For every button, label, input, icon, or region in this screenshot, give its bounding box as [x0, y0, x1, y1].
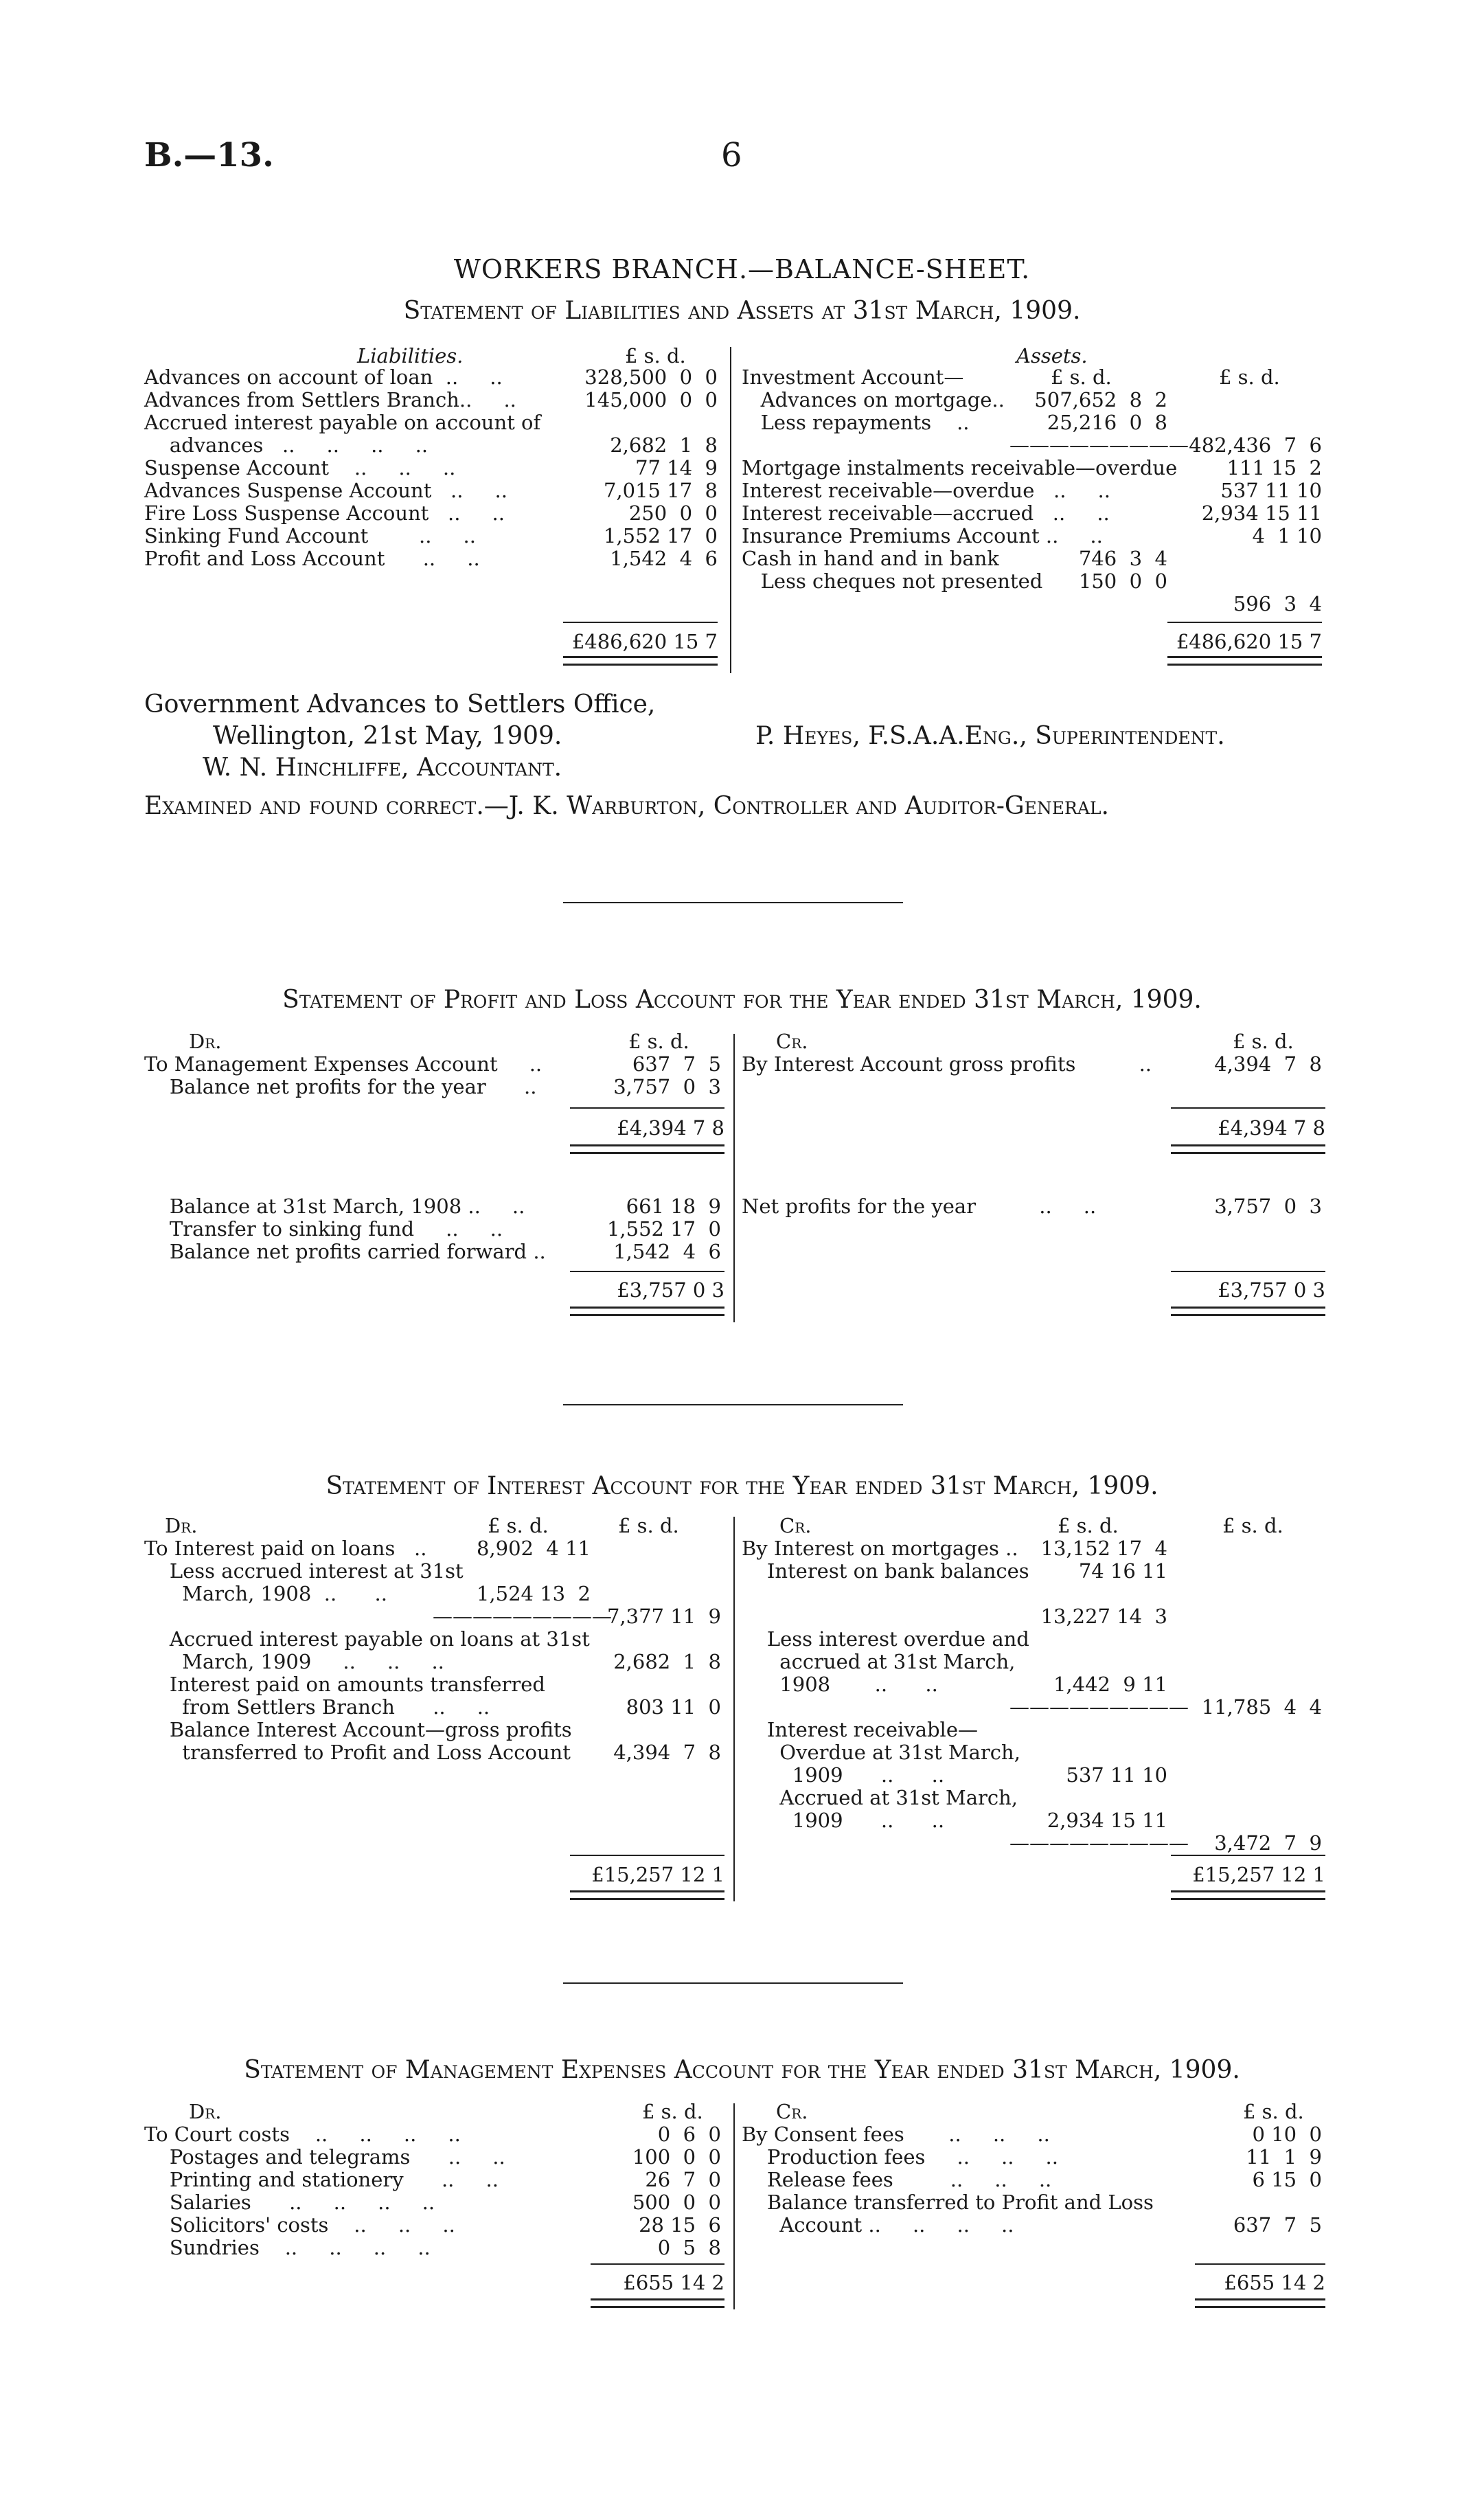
- examined-statement: Examined and found correct.—J. K. Warburton, Controller and Auditor-General.: [144, 792, 1109, 820]
- assets-heading: Assets.: [1016, 344, 1088, 368]
- row-amount: 3,757 0 3: [1214, 1195, 1322, 1218]
- row-amount: 661 18 9: [626, 1195, 721, 1218]
- int-total-dr: £15,257 12 1: [591, 1863, 724, 1886]
- row-subamount: 537 11 10: [1066, 1763, 1167, 1787]
- mgmt-dr-label: Dr.: [189, 2100, 222, 2123]
- int-dr-lsd: £ s. d.: [618, 1514, 679, 1537]
- row-label: Balance net profits for the year ..: [144, 1075, 537, 1098]
- row-subamount: 507,652 8 2: [1034, 388, 1167, 411]
- row-amount: 11,785 4 4: [1201, 1695, 1322, 1719]
- row-label: Balance at 31st March, 1908 .. ..: [144, 1195, 525, 1218]
- ledger-row: [742, 2214, 1325, 2237]
- row-subamount: —————————: [1009, 1831, 1189, 1855]
- row-label: Advances on mortgage..: [742, 388, 1005, 411]
- row-subamount: —————————: [1009, 433, 1189, 457]
- row-subamount: 74 16 11: [1078, 1559, 1167, 1583]
- row-amount: 0 5 8: [657, 2236, 721, 2259]
- row-label: Release fees .. .. ..: [742, 2168, 1052, 2191]
- row-label: Salaries .. .. .. ..: [144, 2191, 435, 2214]
- row-label: Less cheques not presented: [742, 569, 1043, 593]
- row-label: By Consent fees .. .. ..: [742, 2123, 1050, 2146]
- balance-sheet-subtitle: Statement of Liabilities and Assets at 31st March, 1909.: [403, 297, 1081, 325]
- row-label: Overdue at 31st March,: [742, 1741, 1020, 1764]
- document-reference: B.—13.: [144, 136, 274, 174]
- liabilities-heading: Liabilities.: [357, 344, 464, 368]
- int-dr-lsd-sub: £ s. d.: [488, 1514, 549, 1537]
- row-label: Advances from Settlers Branch.. ..: [144, 388, 516, 411]
- row-amount: 1,552 17 0: [603, 524, 718, 547]
- pl-dr-label: Dr.: [189, 1030, 222, 1053]
- row-label: Printing and stationery .. ..: [144, 2168, 499, 2191]
- row-amount: 0 10 0: [1252, 2123, 1322, 2146]
- row-label: accrued at 31st March,: [742, 1650, 1016, 1673]
- row-amount: 2,682 1 8: [610, 433, 718, 457]
- row-label: By Interest on mortgages ..: [742, 1537, 1018, 1560]
- int-total-cr: £15,257 12 1: [1192, 1863, 1325, 1886]
- row-label: March, 1908 .. ..: [144, 1582, 387, 1605]
- profit-loss-title: Statement of Profit and Loss Account for the Year ended 31st March, 1909.: [282, 986, 1202, 1014]
- row-label: Account .. .. .. ..: [742, 2213, 1014, 2237]
- row-label: To Interest paid on loans ..: [144, 1537, 427, 1560]
- row-amount: 6 15 0: [1252, 2168, 1322, 2191]
- ledger-row: [144, 2123, 728, 2146]
- int-cr-label: Cr.: [779, 1514, 812, 1537]
- row-amount: 11 1 9: [1246, 2145, 1322, 2169]
- mgmt-cr-lsd: £ s. d.: [1243, 2100, 1304, 2123]
- int-dr-label: Dr.: [165, 1514, 198, 1537]
- row-label: Insurance Premiums Account .. ..: [742, 524, 1103, 547]
- place-date: Wellington, 21st May, 1909.: [213, 722, 562, 750]
- row-amount: 3,757 0 3: [613, 1075, 721, 1098]
- row-amount: 111 15 2: [1226, 456, 1322, 479]
- row-amount: 4,394 7 8: [613, 1741, 721, 1764]
- row-label: Sinking Fund Account .. ..: [144, 524, 476, 547]
- row-label: Accrued interest payable on account of: [144, 411, 541, 434]
- row-amount: 1,552 17 0: [606, 1217, 721, 1241]
- row-amount: 0 6 0: [657, 2123, 721, 2146]
- row-label: transferred to Profit and Loss Account: [144, 1741, 571, 1764]
- row-label: Solicitors' costs .. .. ..: [144, 2213, 455, 2237]
- row-amount: 28 15 6: [639, 2213, 721, 2237]
- ledger-row: [144, 2214, 728, 2237]
- office-name: Government Advances to Settlers Office,: [144, 690, 656, 719]
- row-subamount: 1,524 13 2: [476, 1582, 591, 1605]
- row-amount: 2,934 15 11: [1201, 501, 1322, 525]
- mgmt-total-dr: £655 14 2: [623, 2271, 724, 2294]
- int-cr-lsd-sub: £ s. d.: [1058, 1514, 1119, 1537]
- ledger-row: [742, 2191, 1325, 2214]
- row-label: March, 1909 .. .. ..: [144, 1650, 444, 1673]
- row-label: Transfer to sinking fund .. ..: [144, 1217, 503, 1241]
- row-amount: 637 7 5: [1233, 2213, 1322, 2237]
- row-label: By Interest Account gross profits ..: [742, 1052, 1152, 1076]
- row-label: Balance transferred to Profit and Loss: [742, 2191, 1154, 2214]
- row-subamount: 1,442 9 11: [1053, 1673, 1167, 1696]
- row-amount: 637 7 5: [632, 1052, 721, 1076]
- row-label: Balance net profits carried forward ..: [144, 1240, 546, 1263]
- row-amount: 596 3 4: [1233, 592, 1322, 615]
- row-label: To Court costs .. .. .. ..: [144, 2123, 461, 2146]
- row-label: Advances Suspense Account .. ..: [144, 479, 507, 502]
- ledger-row: [144, 2191, 728, 2214]
- row-label: 1909 .. ..: [742, 1763, 945, 1787]
- row-amount: 482,436 7 6: [1189, 433, 1322, 457]
- pl-cr-lsd: £ s. d.: [1233, 1030, 1294, 1053]
- row-label: Sundries .. .. .. ..: [144, 2236, 431, 2259]
- pl-cr-label: Cr.: [776, 1030, 808, 1053]
- row-amount: 4 1 10: [1252, 524, 1322, 547]
- row-label: Interest receivable—overdue .. ..: [742, 479, 1110, 502]
- ledger-row: [144, 2237, 728, 2259]
- row-label: Interest paid on amounts transferred: [144, 1673, 545, 1696]
- ledger-row: [742, 2146, 1325, 2169]
- row-subamount: —————————: [433, 1605, 612, 1628]
- pl-dr-lsd: £ s. d.: [628, 1030, 689, 1053]
- row-label: Profit and Loss Account .. ..: [144, 547, 480, 570]
- row-amount: 100 0 0: [632, 2145, 721, 2169]
- row-amount: 26 7 0: [645, 2168, 721, 2191]
- row-label: from Settlers Branch .. ..: [144, 1695, 490, 1719]
- pl-total1-cr: £4,394 7 8: [1218, 1116, 1325, 1140]
- pl-total2-cr: £3,757 0 3: [1218, 1278, 1325, 1302]
- row-amount: 4,394 7 8: [1214, 1052, 1322, 1076]
- row-label: Less accrued interest at 31st: [144, 1559, 464, 1583]
- row-label: Interest receivable—: [742, 1718, 978, 1741]
- row-label: Postages and telegrams .. ..: [144, 2145, 505, 2169]
- row-label: Mortgage instalments receivable—overdue: [742, 456, 1178, 479]
- row-amount: 77 14 9: [635, 456, 718, 479]
- row-label: Production fees .. .. ..: [742, 2145, 1058, 2169]
- superintendent-signature: P. Heyes, F.S.A.A.Eng., Superintendent.: [755, 722, 1225, 750]
- balance-sheet-title: WORKERS BRANCH.—BALANCE-SHEET.: [453, 254, 1031, 284]
- row-amount: 803 11 0: [626, 1695, 721, 1719]
- row-label: Interest receivable—accrued .. ..: [742, 501, 1110, 525]
- row-amount: 500 0 0: [632, 2191, 721, 2214]
- row-label: Advances on account of loan .. ..: [144, 365, 503, 389]
- row-label: Accrued at 31st March,: [742, 1786, 1018, 1809]
- ledger-row: [144, 2169, 728, 2191]
- row-amount: 7,015 17 8: [603, 479, 718, 502]
- liabilities-total: £486,620 15 7: [571, 630, 718, 653]
- accountant-signature: W. N. Hinchliffe, Accountant.: [203, 754, 562, 782]
- row-amount: 3,472 7 9: [1214, 1831, 1322, 1855]
- row-amount: 145,000 0 0: [584, 388, 718, 411]
- row-label: Fire Loss Suspense Account .. ..: [144, 501, 505, 525]
- row-label: Less repayments ..: [742, 411, 970, 434]
- management-title: Statement of Management Expenses Account for the Year ended 31st March, 1909.: [244, 2056, 1240, 2084]
- row-amount: 7,377 11 9: [606, 1605, 721, 1628]
- row-subamount: 2,934 15 11: [1047, 1809, 1167, 1832]
- row-label: Balance Interest Account—gross profits: [144, 1718, 572, 1741]
- ledger-row: [742, 2123, 1325, 2146]
- row-label: To Management Expenses Account ..: [144, 1052, 543, 1076]
- row-label: Suspense Account .. .. ..: [144, 456, 456, 479]
- row-subamount: 746 3 4: [1078, 547, 1167, 570]
- row-label: advances .. .. .. ..: [144, 433, 429, 457]
- row-subamount: 13,227 14 3: [1040, 1605, 1167, 1628]
- row-amount: 250 0 0: [628, 501, 718, 525]
- row-subamount: 13,152 17 4: [1040, 1537, 1167, 1560]
- ledger-row: [742, 2169, 1325, 2191]
- row-label: 1909 .. ..: [742, 1809, 945, 1832]
- assets-lsd: £ s. d.: [1219, 365, 1280, 389]
- row-amount: 537 11 10: [1220, 479, 1322, 502]
- row-label: Interest on bank balances: [742, 1559, 1029, 1583]
- interest-title: Statement of Interest Account for the Year ended 31st March, 1909.: [326, 1472, 1158, 1500]
- page-number: 6: [721, 136, 742, 174]
- pl-total2-dr: £3,757 0 3: [617, 1278, 724, 1302]
- int-cr-lsd: £ s. d.: [1222, 1514, 1283, 1537]
- row-label: 1908 .. ..: [742, 1673, 938, 1696]
- row-subamount: 150 0 0: [1078, 569, 1167, 593]
- assets-total: £486,620 15 7: [1176, 630, 1322, 653]
- row-label: Net profits for the year .. ..: [742, 1195, 1097, 1218]
- lsd-header: £ s. d.: [625, 344, 686, 368]
- row-label: Cash in hand and in bank: [742, 547, 999, 570]
- row-subamount: 8,902 4 11: [476, 1537, 591, 1560]
- assets-lsd-sub: £ s. d.: [1051, 365, 1112, 389]
- row-subamount: —————————: [1009, 1695, 1189, 1719]
- mgmt-dr-lsd: £ s. d.: [642, 2100, 703, 2123]
- row-amount: 1,542 4 6: [613, 1240, 721, 1263]
- row-label: Less interest overdue and: [742, 1627, 1029, 1651]
- row-label: Investment Account—: [742, 365, 964, 389]
- row-amount: 2,682 1 8: [613, 1650, 721, 1673]
- row-amount: 1,542 4 6: [610, 547, 718, 570]
- ledger-row: [144, 2146, 728, 2169]
- row-label: Accrued interest payable on loans at 31st: [144, 1627, 590, 1651]
- pl-total1-dr: £4,394 7 8: [617, 1116, 724, 1140]
- mgmt-cr-label: Cr.: [776, 2100, 808, 2123]
- row-amount: 328,500 0 0: [584, 365, 718, 389]
- mgmt-total-cr: £655 14 2: [1224, 2271, 1325, 2294]
- row-subamount: 25,216 0 8: [1047, 411, 1167, 434]
